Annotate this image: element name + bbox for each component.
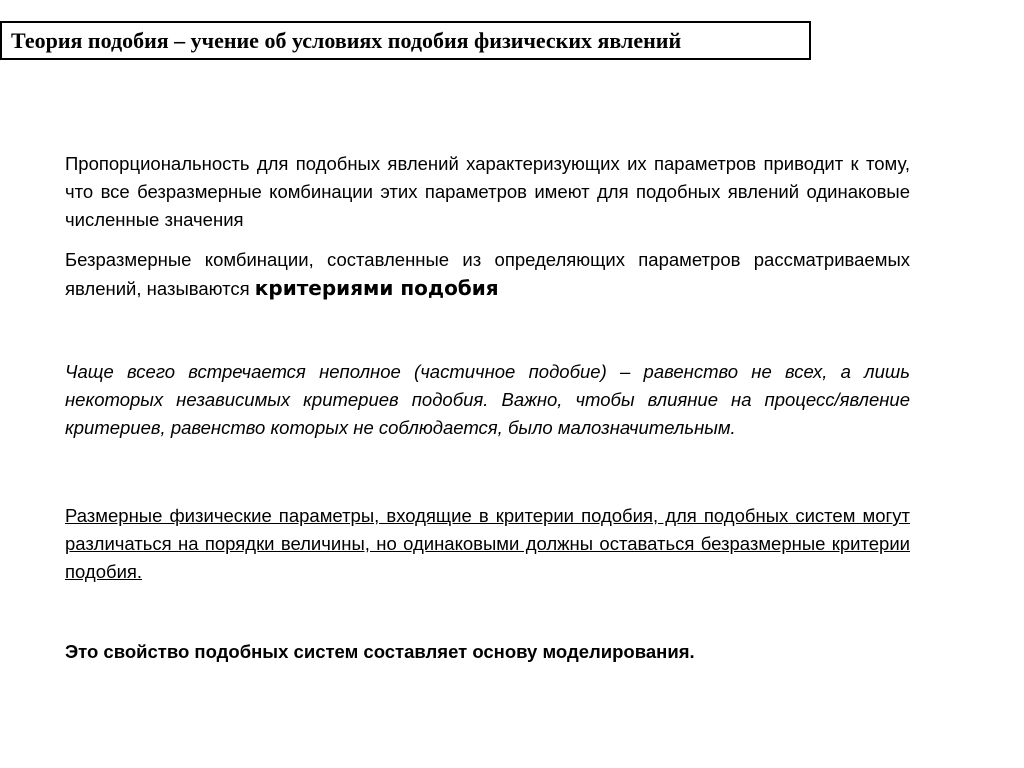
- similarity-criteria-term: критериями подобия: [254, 276, 499, 300]
- slide-title: [0, 21, 811, 60]
- paragraph-dimensional-parameters: Размерные физические параметры, входящие в критерии подобия, для подобных систем могут различаться на порядки величины, но одинаковыми должны оставаться безразмерные критерии подобия.: [65, 505, 910, 582]
- paragraph-dimensionless-text: Безразмерные комбинации, составленные из определяющих параметров рассматриваемых явлений, называются: [65, 249, 910, 299]
- paragraph-proportionality: Пропорциональность для подобных явлений характеризующих их параметров приводит к тому, что все безразмерные комбинации этих параметров имеют для подобных явлений одинаковые численные значения: [65, 153, 910, 230]
- slide-title-text: Теория подобия – учение об условиях подобия физических явлений: [11, 27, 682, 53]
- paragraph-partial-similarity: Чаще всего встречается неполное (частичное подобие) – равенство не всех, а лишь некоторых независимых критериев подобия. Важно, чтобы влияние на процесс/явление критериев, равенство которых не соблюдается, было малозначительным.: [65, 361, 910, 438]
- paragraph-dimensionless-combinations: [65, 246, 910, 303]
- paragraph-modeling-basis: Это свойство подобных систем составляет основу моделирования.: [65, 641, 695, 662]
